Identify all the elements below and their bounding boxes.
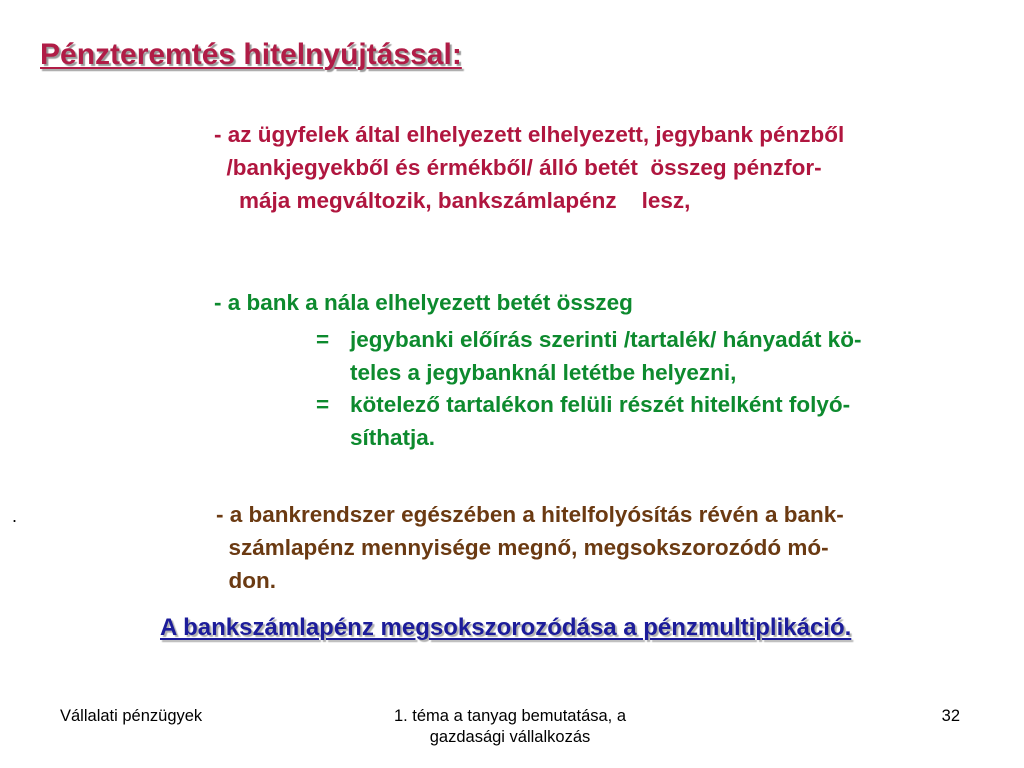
list-item-lending — [316, 388, 1016, 458]
paragraph-bank-deposit-intro: - a bank a nála elhelyezett betét összeg — [214, 290, 633, 315]
list-item-text — [350, 388, 850, 454]
stray-dot: . — [12, 506, 18, 526]
footer-topic-line: gazdasági vállalkozás — [429, 728, 591, 746]
footer-topic-line: 1. téma a tanyag bemutatása, a — [393, 707, 627, 725]
page-number: 32 — [941, 707, 960, 725]
list-item-line: jegybanki előírás szerinti /tartalék/ hányadát kö- — [350, 327, 862, 352]
list-marker: = — [316, 327, 330, 352]
paragraph-line: számlapénz mennyisége megnő, megsokszorozódó mó- — [216, 535, 829, 560]
paragraph-line: /bankjegyekből és érmékből/ álló betét összeg pénzfor- — [214, 155, 822, 180]
list-item-line: kötelező tartalékon felüli részét hitelként folyó- — [350, 392, 851, 417]
list-item-reserve — [316, 323, 1016, 393]
paragraph-line: - az ügyfelek által elhelyezett elhelyezett, jegybank pénzből — [214, 122, 845, 147]
slide-title: Pénzteremtés hitelnyújtással: — [40, 38, 462, 71]
footer-course-name: Vállalati pénzügyek — [60, 707, 203, 725]
paragraph-line: don. — [216, 568, 276, 593]
list-item-line: teles a jegybanknál letétbe helyezni, — [350, 360, 737, 385]
paragraph-line: mája megváltozik, bankszámlapénz lesz, — [214, 188, 691, 213]
footer-topic — [340, 706, 680, 748]
paragraph-line: - a bankrendszer egészében a hitelfolyósítás révén a bank- — [216, 502, 844, 527]
list-item-text — [350, 323, 861, 389]
list-item-line: síthatja. — [350, 425, 436, 450]
paragraph-deposit-conversion — [214, 118, 844, 217]
list-marker: = — [316, 392, 330, 417]
conclusion-statement: A bankszámlapénz megsokszorozódása a pénzmultiplikáció. — [160, 614, 852, 641]
paragraph-banking-system — [216, 498, 844, 597]
